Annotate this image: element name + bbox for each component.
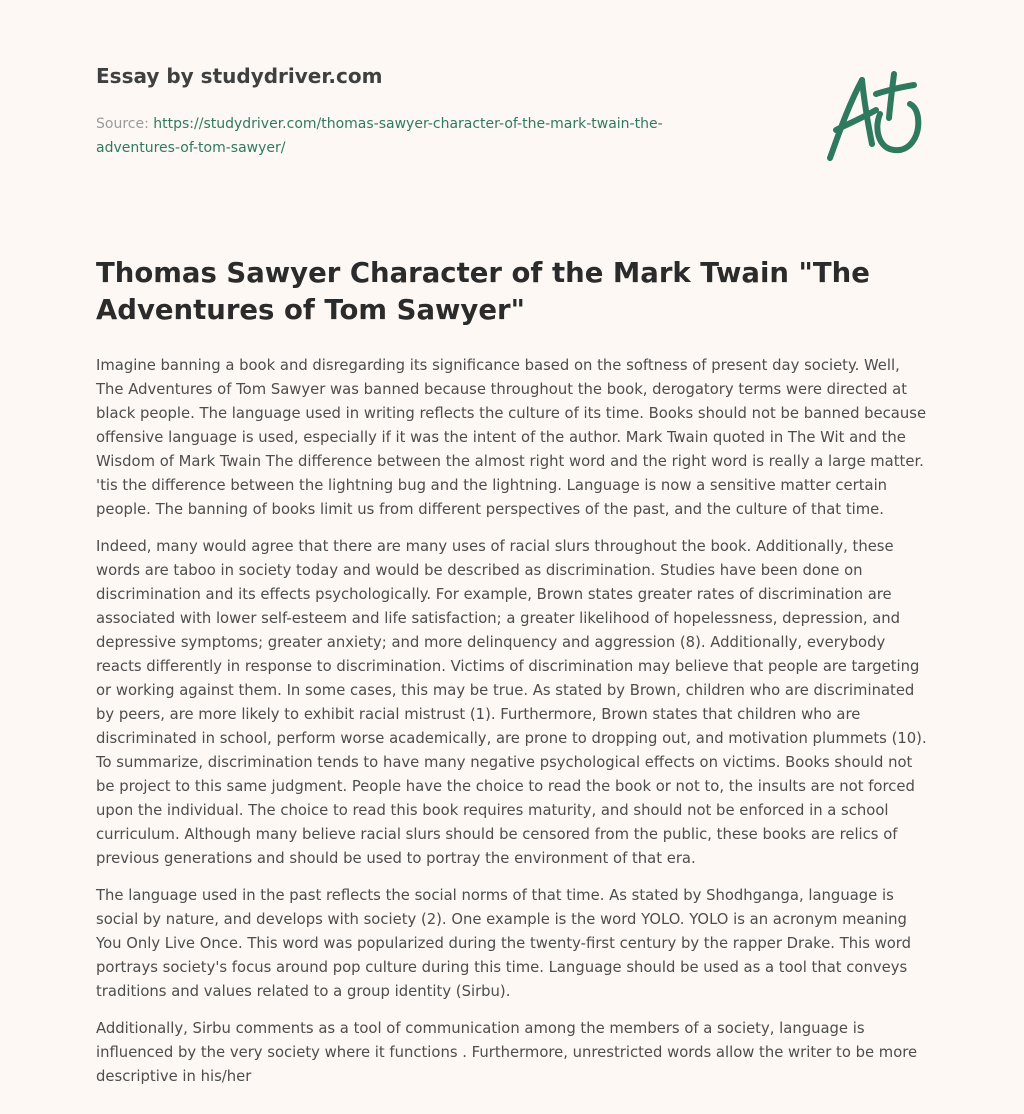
essay-header [96,62,736,160]
a-plus-logo [818,66,930,166]
paragraph: Imagine banning a book and disregarding its significance based on the softness of present day society. Well, The Adventures of Tom Sawyer was banned because throughout the book, derogatory terms were directed at black people. The language used in writing reflects the culture of its time. Books should not be banned because offensive language is used, especially if it was the intent of the author. Mark Twain quoted in The Wit and the Wisdom of Mark Twain The difference between the almost right word and the right word is really a large matter. 'tis the difference between the lightning bug and the lightning. Language is now a sensitive matter certain people. The banning of books limit us from different perspectives of the past, and the culture of that time. [96,357,927,518]
source-line [96,112,736,160]
paragraph: Indeed, many would agree that there are many uses of racial slurs throughout the book. Additionally, these words are taboo in society today and would be described as discrimination. Studies have been done on discrimination and its effects psychologically. For example, Brown states greater rates of discrimination are associated with lower self-esteem and life satisfaction; a greater likelihood of hopelessness, depression, and depressive symptoms; greater anxiety; and more delinquency and aggression (8). Additionally, everybody reacts differently in response to discrimination. Victims of discrimination may believe that people are targeting or working against them. In some cases, this may be true. As stated by Brown, children who are discriminated by peers, are more likely to exhibit racial mistrust (1). Furthermore, Brown states that children who are discriminated in school, perform worse academically, are prone to dropping out, and motivation plummets (10). To summarize, discrimination tends to have many negative psychological effects on victims. Books should not be project to this same judgment. People have the choice to read the book or not to, the insults are not forced upon the individual. The choice to read this book requires maturity, and should not be enforced in a school curriculum. Although many believe racial slurs should be censored from the public, these books are relics of previous generations and should be used to portray the environment of that era. [96,538,927,867]
paragraph: The language used in the past reflects the social norms of that time. As stated by Shodhganga, language is social by nature, and develops with society (2). One example is the word YOLO. YOLO is an acronym meaning You Only Live Once. This word was popularized during the twenty-first century by the rapper Drake. This word portrays society's focus around pop culture during this time. Language should be used as a tool that conveys traditions and values related to a group identity (Sirbu). [96,887,912,1000]
article-body [96,354,932,1102]
site-title: Essay by studydriver.com [96,64,383,88]
article-title: Thomas Sawyer Character of the Mark Twain "The Adventures of Tom Sawyer" [96,257,870,326]
paragraph: Additionally, Sirbu comments as a tool of communication among the members of a society, language is influenced by the very society where it functions . Furthermore, unrestricted words allow the writer to be more descriptive in his/her [96,1020,918,1085]
source-label: Source: [96,116,154,132]
a-plus-logo-icon [818,66,930,166]
source-link[interactable]: https://studydriver.com/thomas-sawyer-character-of-the-mark-twain-the-adventures-of-tom-sawyer/ [96,116,663,156]
